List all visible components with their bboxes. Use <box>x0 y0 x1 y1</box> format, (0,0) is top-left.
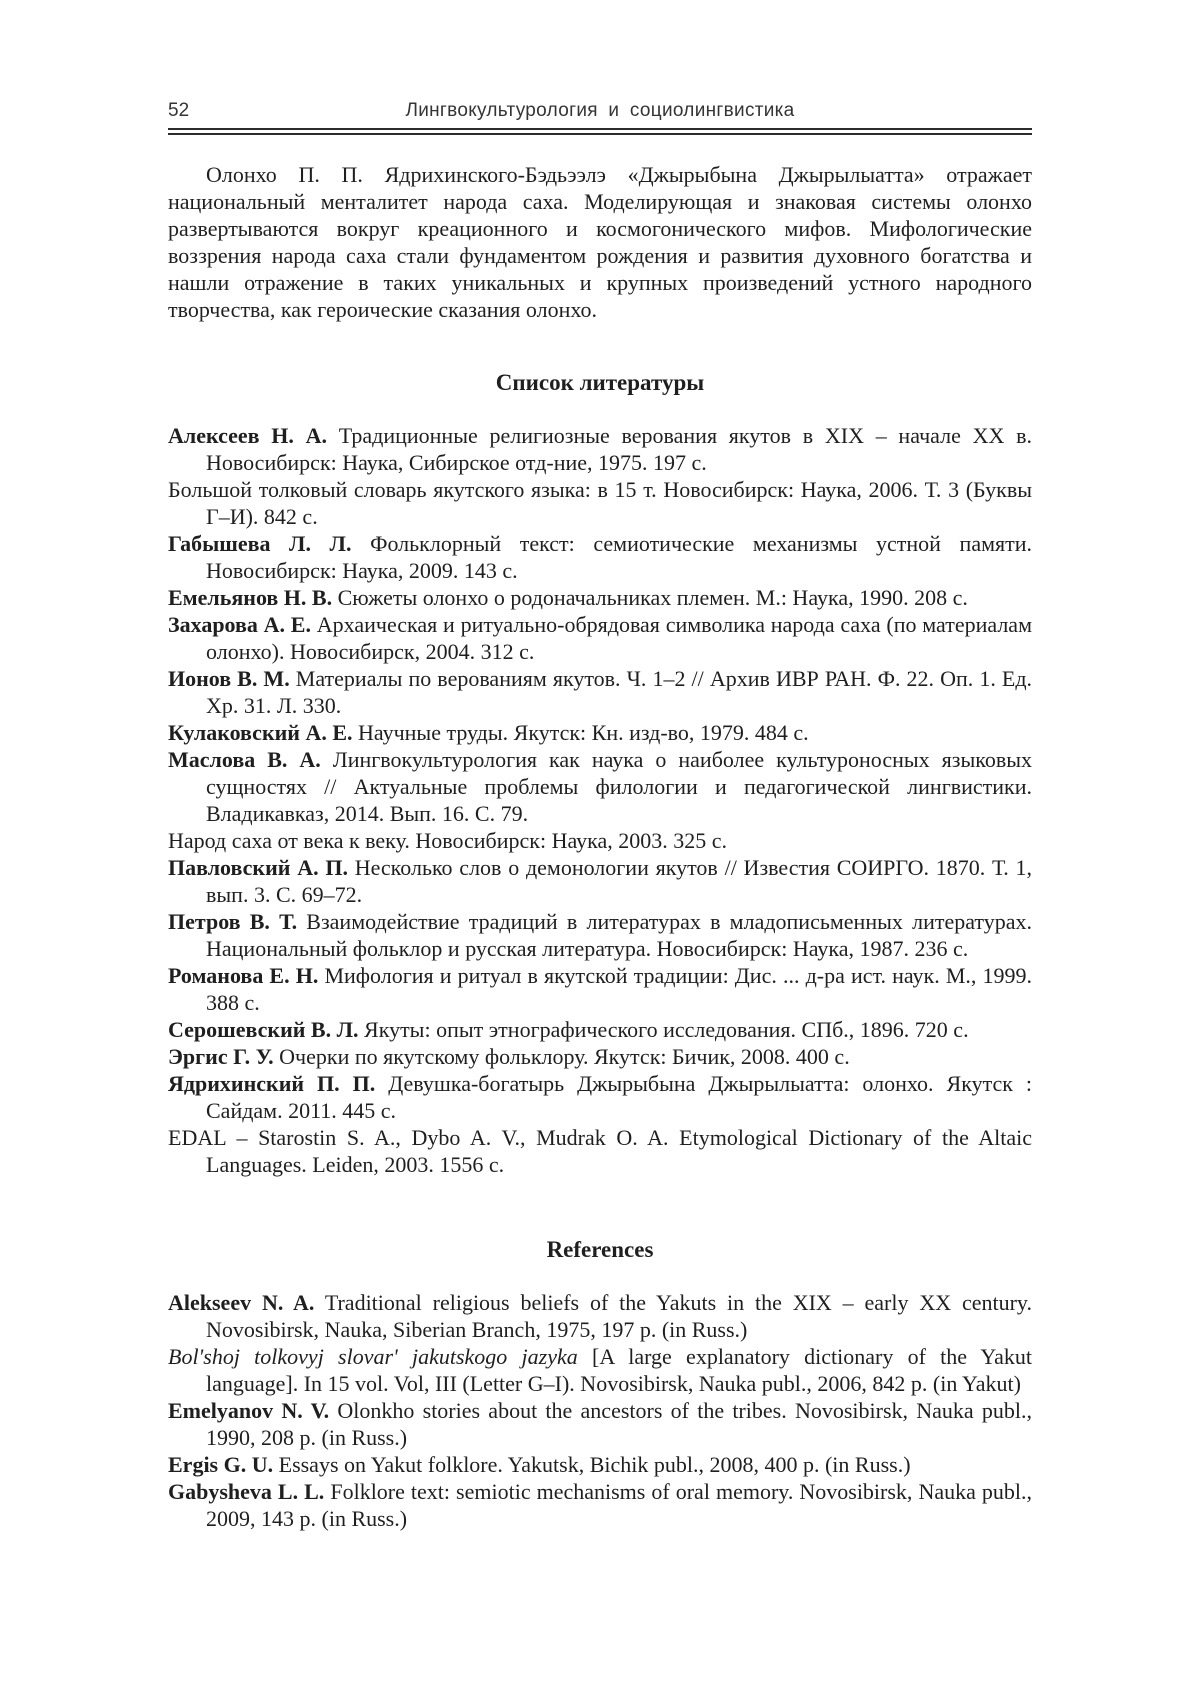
entry-text: Лингвокультурология как наука о наиболее культуроносных языковых сущностях // Актуальные проблемы филологии и педагогической лингвистики. Владикавказ, 2014. Вып. 16. С. 79. <box>206 747 1033 826</box>
entry-text: Olonkho stories about the ancestors of the tribes. Novosibirsk, Nauka publ., 1990, 208 p. (in Russ.) <box>206 1398 1033 1450</box>
entry-text: Essays on Yakut folklore. Yakutsk, Bichik publ., 2008, 400 p. (in Russ.) <box>278 1452 911 1477</box>
entry-author: Alekseev N. A. <box>168 1290 315 1315</box>
entry-text: Traditional religious beliefs of the Yakuts in the XIX – early XX century. Novosibirsk, Nauka, Siberian Branch, 1975, 197 p. (in Russ.) <box>206 1290 1032 1342</box>
entry-author: Ионов В. М. <box>168 666 290 691</box>
reference-entry <box>168 1397 1032 1451</box>
entry-text: Несколько слов о демонологии якутов // Известия СОИРГО. 1870. Т. 1, вып. 3. С. 69–72. <box>206 855 1032 907</box>
entry-italic-title: Bol'shoj tolkovyj slovar' jakutskogo jazyka <box>168 1344 578 1369</box>
running-head: Лингвокультурология и социолингвистика <box>405 100 795 121</box>
bibliography-entry <box>168 962 1032 1016</box>
entry-author: Gabysheva L. L. <box>168 1479 325 1504</box>
entry-author: Кулаковский А. Е. <box>168 720 353 745</box>
page-header <box>168 100 1032 124</box>
reference-entry <box>168 1343 1032 1397</box>
entry-author: Габышева Л. Л. <box>168 531 352 556</box>
intro-paragraph: Олонхо П. П. Ядрихинского-Бэдьээлэ «Джырыбына Джырылыатта» отражает национальный менталитет народа саха. Моделирующая и знаковая системы олонхо развертываются вокруг креационного и космогонического мифов. Мифологические воззрения народа саха стали фундаментом рождения и развития духовного богатства и нашли отражение в таких уникальных и крупных произведений устного народного творчества, как героические сказания олонхо. <box>168 162 1032 322</box>
entry-text: Мифология и ритуал в якутской традиции: Дис. ... д-ра ист. наук. М., 1999. 388 с. <box>206 963 1033 1015</box>
bibliography-entry <box>168 584 1032 611</box>
entry-text: Народ саха от века к веку. Новосибирск: Наука, 2003. 325 с. <box>168 828 728 853</box>
entry-text: EDAL – Starostin S. A., Dybo A. V., Mudrak O. A. Etymological Dictionary of the Altaic Languages. Leiden, 2003. 1556 с. <box>168 1125 1032 1177</box>
bibliography-entry <box>168 1070 1032 1124</box>
entry-author: Ergis G. U. <box>168 1452 274 1477</box>
bibliography-entry <box>168 611 1032 665</box>
references-list <box>168 1289 1032 1532</box>
entry-text: Архаическая и ритуально-обрядовая символика народа саха (по материалам олонхо). Новосибирск, 2004. 312 с. <box>206 612 1032 664</box>
bibliography-list <box>168 422 1032 1178</box>
entry-author: Emelyanov N. V. <box>168 1398 330 1423</box>
entry-author: Петров В. Т. <box>168 909 298 934</box>
bibliography-entry <box>168 746 1032 827</box>
bibliography-entry <box>168 719 1032 746</box>
entry-author: Маслова В. А. <box>168 747 321 772</box>
reference-entry <box>168 1451 1032 1478</box>
entry-text: Традиционные религиозные верования якутов в XIX – начале XX в. Новосибирск: Наука, Сибирское отд-ние, 1975. 197 с. <box>206 423 1032 475</box>
bibliography-entry <box>168 827 1032 854</box>
entry-author: Серошевский В. Л. <box>168 1017 359 1042</box>
bibliography-heading: Список литературы <box>495 370 705 395</box>
bibliography-entry <box>168 1016 1032 1043</box>
entry-text: Научные труды. Якутск: Кн. изд-во, 1979. 484 с. <box>358 720 809 745</box>
entry-author: Захарова А. Е. <box>168 612 311 637</box>
bibliography-entry <box>168 908 1032 962</box>
bibliography-entry <box>168 665 1032 719</box>
bibliography-entry <box>168 530 1032 584</box>
entry-author: Ядрихинский П. П. <box>168 1071 376 1096</box>
entry-text: Сюжеты олонхо о родоначальниках племен. М.: Наука, 1990. 208 с. <box>337 585 968 610</box>
reference-entry <box>168 1478 1032 1532</box>
entry-text: [A large explanatory dictionary of the Yakut language]. In 15 vol. Vol, III (Letter G–I). Novosibirsk, Nauka publ., 2006, 842 p. (in Yakut) <box>206 1344 1032 1396</box>
header-rule <box>168 128 1032 135</box>
page-sheet <box>168 100 1032 1532</box>
bibliography-entry <box>168 1124 1032 1178</box>
bibliography-entry <box>168 854 1032 908</box>
bibliography-entry <box>168 422 1032 476</box>
entry-text: Большой толковый словарь якутского языка: в 15 т. Новосибирск: Наука, 2006. Т. 3 (Буквы Г–И). 842 с. <box>168 477 1032 529</box>
entry-text: Фольклорный текст: семиотические механизмы устной памяти. Новосибирск: Наука, 2009. 143 с. <box>206 531 1033 583</box>
entry-text: Взаимодействие традиций в литературах в младописьменных литературах. Национальный фольклор и русская литература. Новосибирск: Наука, 1987. 236 с. <box>206 909 1033 961</box>
entry-author: Эргис Г. У. <box>168 1044 274 1069</box>
entry-text: Девушка-богатырь Джырыбына Джырылыатта: олонхо. Якутск : Сайдам. 2011. 445 с. <box>206 1071 1033 1123</box>
entry-text: Якуты: опыт этнографического исследования. СПб., 1896. 720 с. <box>364 1017 969 1042</box>
reference-entry <box>168 1289 1032 1343</box>
entry-author: Романова Е. Н. <box>168 963 319 988</box>
entry-text: Folklore text: semiotic mechanisms of oral memory. Novosibirsk, Nauka publ., 2009, 143 p. (in Russ.) <box>206 1479 1033 1531</box>
entry-author: Алексеев Н. А. <box>168 423 328 448</box>
entry-author: Павловский А. П. <box>168 855 348 880</box>
entry-text: Очерки по якутскому фольклору. Якутск: Бичик, 2008. 400 с. <box>279 1044 850 1069</box>
entry-author: Емельянов Н. В. <box>168 585 333 610</box>
bibliography-entry <box>168 476 1032 530</box>
references-heading: References <box>546 1237 654 1262</box>
page-number: 52 <box>168 100 190 121</box>
entry-text: Материалы по верованиям якутов. Ч. 1–2 // Архив ИВР РАН. Ф. 22. Оп. 1. Ед. Хр. 31. Л. 330. <box>206 666 1033 718</box>
bibliography-entry <box>168 1043 1032 1070</box>
